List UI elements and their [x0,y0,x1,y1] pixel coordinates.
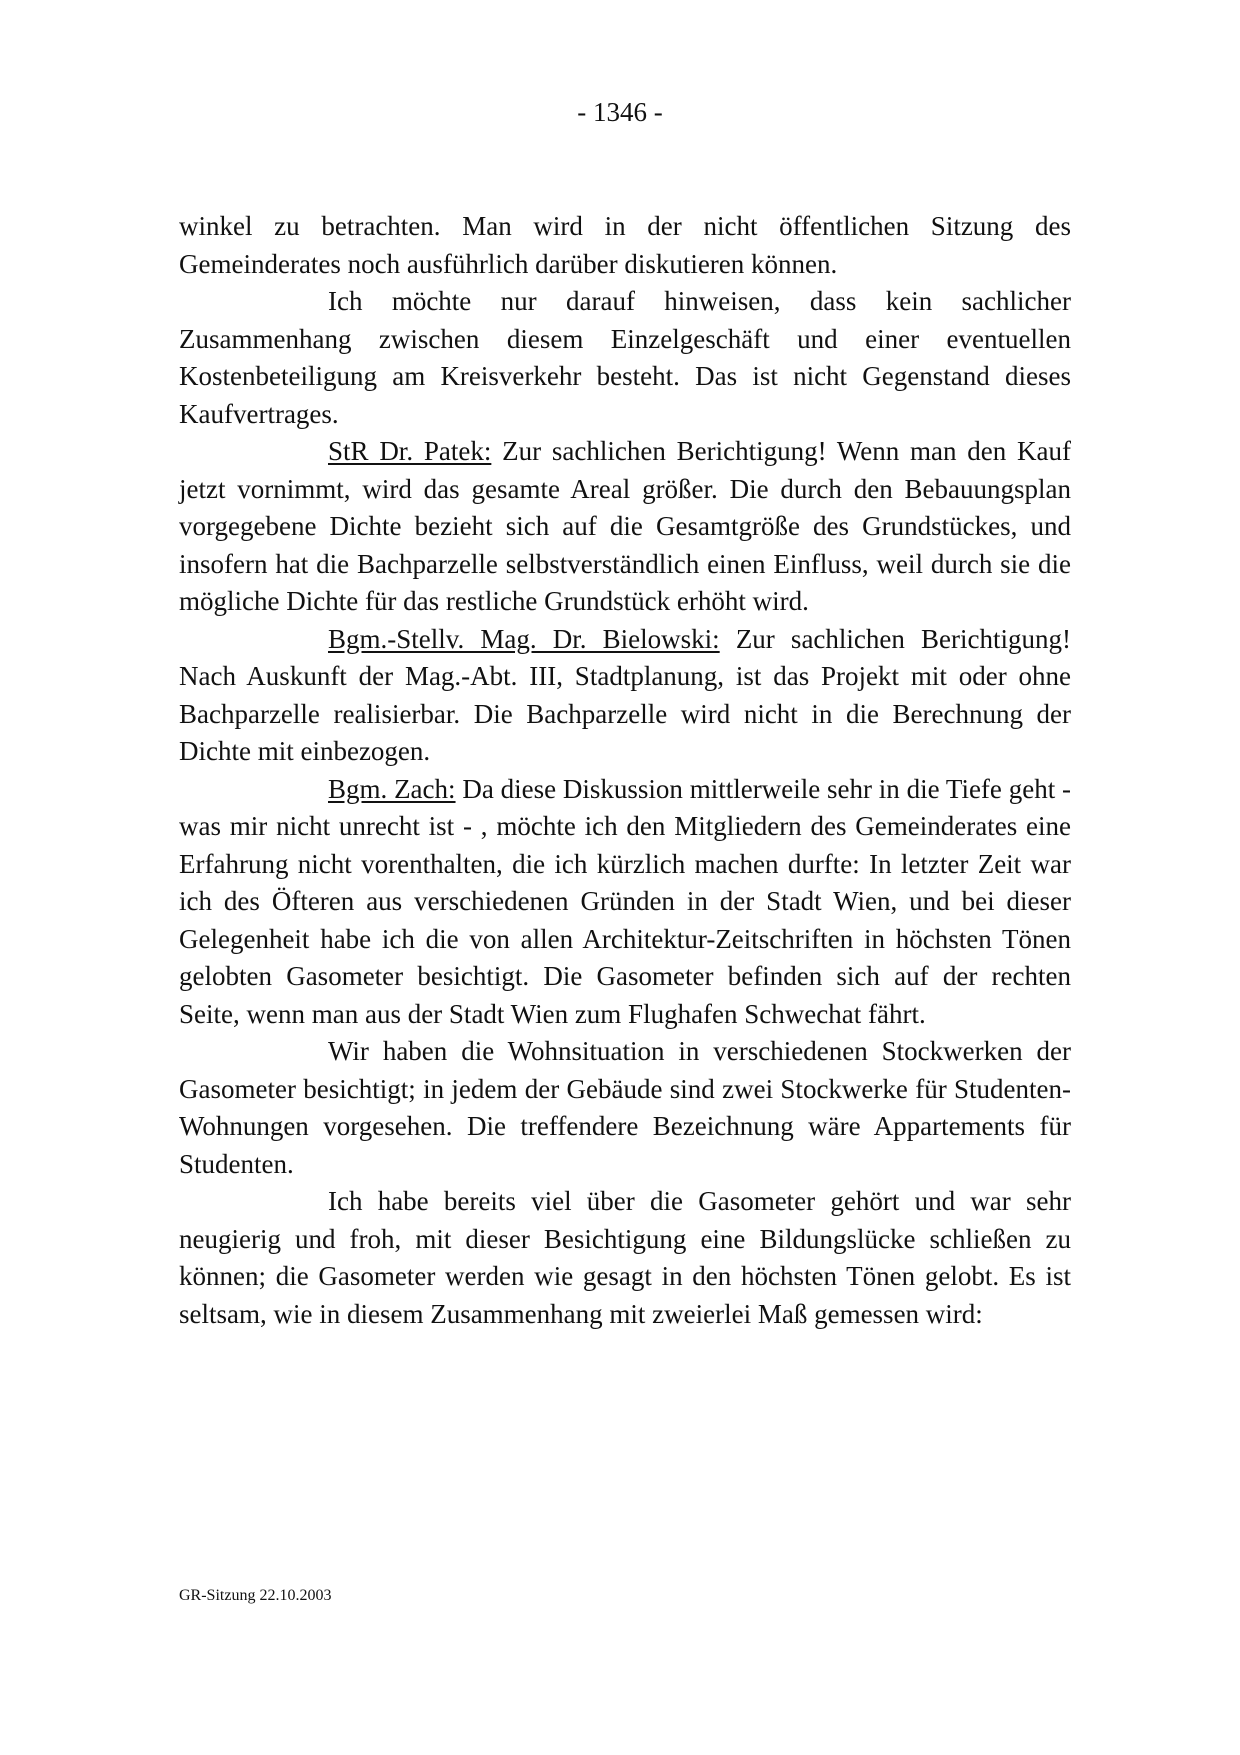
paragraph-text: Ich möchte nur darauf hinweisen, dass kein sachlicher Zusammenhang zwischen diesem Einzelgeschäft und einer eventuellen Kostenbeteiligung am Kreisverkehr besteht. Das ist nicht Gegenstand dieses Kaufvertrages. [179,286,1071,429]
paragraph-text: Zur sachlichen Berichtigung! Nach Auskunft der Mag.-Abt. III, Stadtplanung, ist das Projekt mit oder ohne Bachparzelle realisierbar. Die Bachparzelle wird nicht in die Berechnung der Dichte mit einbezogen. [179,623,1071,766]
paragraph [179,1033,1071,1183]
speaker-name: StR Dr. Patek: [328,436,492,466]
paragraph [179,208,1071,283]
paragraph-text: Zur sachlichen Berichtigung! Wenn man den Kauf jetzt vornimmt, wird das gesamte Areal größer. Die durch den Bebauungsplan vorgegebene Dichte bezieht sich auf die Gesamtgröße des Grundstückes, und insofern hat die Bachparzelle selbstverständlich einen Einfluss, weil durch sie die mögliche Dichte für das restliche Grundstück erhöht wird. [179,436,1072,616]
footer-session-date: GR-Sitzung 22.10.2003 [179,1587,332,1604]
document-body [179,208,1071,1333]
paragraph-text: Wir haben die Wohnsituation in verschiedenen Stockwerken der Gasometer besichtigt; in jedem der Gebäude sind zwei Stockwerke für Studenten-Wohnungen vorgesehen. Die treffendere Bezeichnung wäre Appartements für Studenten. [179,1036,1071,1179]
paragraph [179,621,1071,771]
paragraph-text: Ich habe bereits viel über die Gasometer gehört und war sehr neugierig und froh, mit dieser Besichtigung eine Bildungslücke schließen zu können; die Gasometer werden wie gesagt in den höchsten Tönen gelobt. Es ist seltsam, wie in diesem Zusammenhang mit zweierlei Maß gemessen wird: [179,1186,1071,1329]
paragraph [179,771,1071,1034]
paragraph-text: Da diese Diskussion mittlerweile sehr in die Tiefe geht - was mir nicht unrecht ist - , möchte ich den Mitgliedern des Gemeinderates eine Erfahrung nicht vorenthalten, die ich kürzlich machen durfte: In letzter Zeit war ich des Öfteren aus verschiedenen Gründen in der Stadt Wien, und bei dieser Gelegenheit habe ich die von allen Architektur-Zeitschriften in höchsten Tönen gelobten Gasometer besichtigt. Die Gasometer befinden sich auf der rechten Seite, wenn man aus der Stadt Wien zum Flughafen Schwechat fährt. [179,773,1071,1029]
paragraph [179,433,1071,621]
speaker-name: Bgm.-Stellv. Mag. Dr. Bielowski: [328,623,720,654]
paragraph [179,283,1071,433]
speaker-name: Bgm. Zach: [328,773,456,804]
page-number: - 1346 - [577,97,663,127]
paragraph-text: winkel zu betrachten. Man wird in der nicht öffentlichen Sitzung des Gemeinderates noch ausführlich darüber diskutieren können. [179,211,1071,279]
paragraph [179,1183,1071,1333]
